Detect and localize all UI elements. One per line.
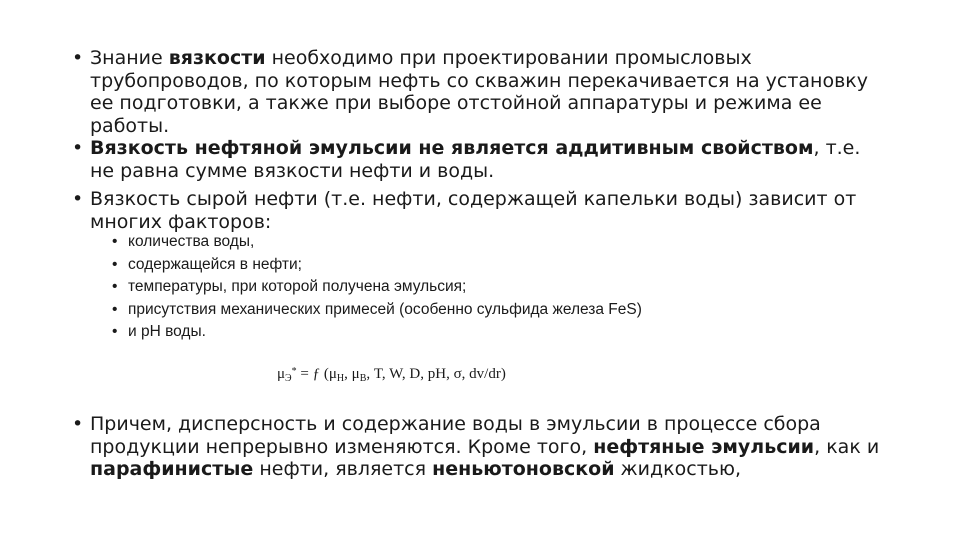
bullet-marker: • — [72, 47, 84, 69]
bullet-text: Вязкость нефтяной эмульсии не является аддитивным свойством, т.е. не равна сумме вязкости нефти и воды. — [90, 137, 861, 182]
sub-bullet-marker: • — [112, 255, 118, 273]
sub-item — [112, 299, 642, 322]
bullet-non-newtonian — [72, 413, 890, 481]
viscosity-formula: $\mu_Э^*$ = ƒ ($\mu_Н$, $\mu_В$, T, W, D, pH, σ, dv/dr) — [277, 366, 506, 384]
sub-bullet-marker: • — [112, 300, 118, 318]
bullet-text: Вязкость сырой нефти (т.е. нефти, содержащей капельки воды) зависит от многих факторов: — [90, 188, 857, 233]
sub-item — [112, 254, 302, 277]
sub-bullet-marker: • — [112, 233, 118, 250]
bullet-text: Знание вязкости необходимо при проектировании промысловых трубопроводов, по которым нефть со скважин перекачивается на установку ее подготовки, а также при выборе отстойной аппаратуры и режима ее работы. — [90, 47, 868, 137]
sub-item — [112, 276, 466, 299]
sub-item — [112, 231, 254, 254]
bullet-marker: • — [72, 413, 84, 435]
bullet-text: Причем, дисперсность и содержание воды в эмульсии в процессе сбора продукции непрерывно изменяются. Кроме того, нефтяные эмульсии, как и парафинистые нефти, является неньютоновской жидкостью, — [90, 413, 880, 480]
bullet-marker: • — [72, 137, 84, 159]
sub-item-text: температуры, при которой получена эмульсия; — [128, 278, 467, 295]
bullet-crude-oil-factors — [72, 188, 890, 233]
sub-bullet-marker: • — [112, 323, 118, 340]
bullet-emulsion-non-additive — [72, 137, 890, 182]
sub-item-text: присутствия механических примесей (особенно сульфида железа FeS) — [128, 300, 642, 318]
bullet-viscosity-importance — [72, 47, 890, 137]
sub-item-text: и pH воды. — [128, 323, 206, 340]
sub-item-text: содержащейся в нефти; — [128, 255, 302, 273]
sub-item — [112, 321, 206, 344]
sub-bullet-marker: • — [112, 278, 118, 295]
sub-item-text: количества воды, — [128, 233, 255, 250]
bullet-marker: • — [72, 188, 84, 210]
